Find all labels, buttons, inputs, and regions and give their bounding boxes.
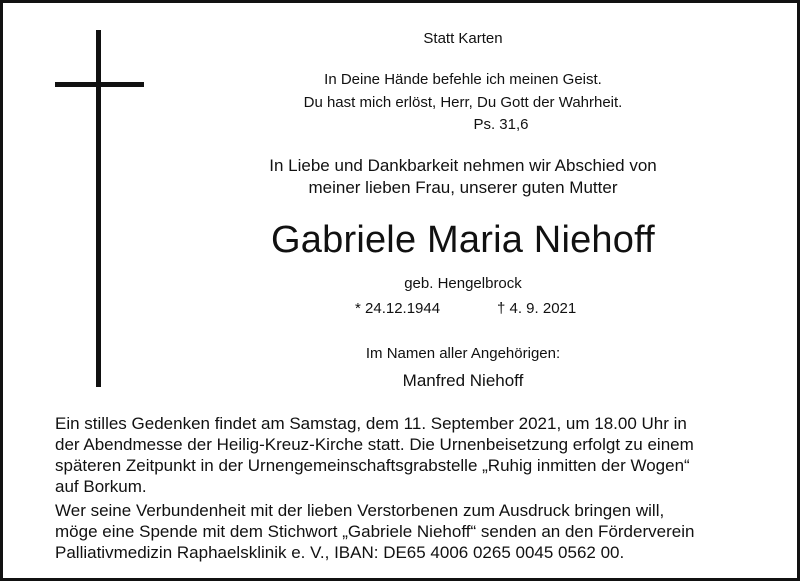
statt-karten: Statt Karten [423, 30, 503, 47]
donation-line: möge eine Spende mit dem Stichwort „Gabriele Niehoff“ senden an den Förderverein [55, 522, 695, 541]
service-line: auf Borkum. [55, 477, 147, 496]
mourners-name: Manfred Niehoff [402, 371, 524, 390]
service-paragraph [55, 413, 763, 497]
death-date: † 4. 9. 2021 [497, 300, 577, 317]
maiden-name: geb. Hengelbrock [404, 275, 522, 292]
verse-reference: Ps. 31,6 [473, 116, 529, 133]
donation-paragraph [55, 500, 763, 563]
service-line: späteren Zeitpunkt in der Urnengemeinschaftsgrabstelle „Ruhig inmitten der Wogen“ [55, 456, 690, 475]
cross-icon-crossbar [55, 82, 144, 87]
deceased-name: Gabriele Maria Niehoff [271, 219, 655, 261]
verse-line-1: In Deine Hände befehle ich meinen Geist. [324, 71, 602, 88]
verse-line-2: Du hast mich erlöst, Herr, Du Gott der Wahrheit. [303, 94, 623, 111]
intro-line-1: In Liebe und Dankbarkeit nehmen wir Abschied von [269, 156, 657, 175]
service-line: der Abendmesse der Heilig-Kreuz-Kirche statt. Die Urnenbeisetzung erfolgt zu einem [55, 435, 694, 454]
intro-line-2: meiner lieben Frau, unserer guten Mutter [308, 178, 618, 197]
service-line: Ein stilles Gedenken findet am Samstag, dem 11. September 2021, um 18.00 Uhr in [55, 414, 687, 433]
donation-line: Palliativmedizin Raphaelsklinik e. V., IBAN: DE65 4006 0265 0045 0562 00. [55, 543, 625, 562]
birth-date: * 24.12.1944 [355, 300, 441, 317]
mourners-label: Im Namen aller Angehörigen: [365, 345, 561, 362]
donation-line: Wer seine Verbundenheit mit der lieben Verstorbenen zum Ausdruck bringen will, [55, 501, 665, 520]
